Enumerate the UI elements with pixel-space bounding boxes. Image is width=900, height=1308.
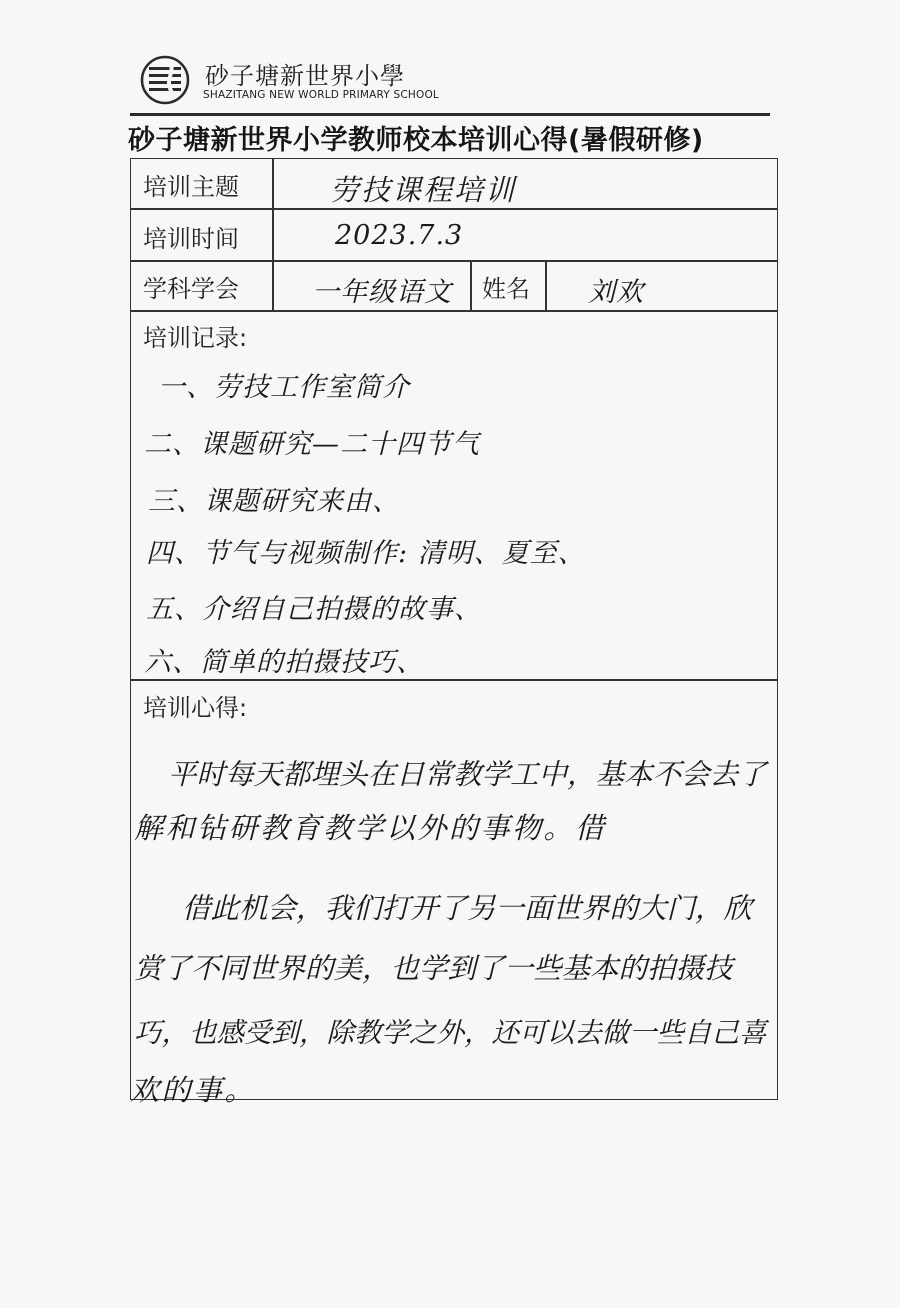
time-label: 培训时间 <box>143 225 239 253</box>
school-name-en: SHAZITANG NEW WORLD PRIMARY SCHOOL <box>203 89 439 101</box>
column-divider <box>470 260 472 310</box>
row-divider <box>130 260 778 262</box>
topic-value: 劳技课程培训 <box>330 173 517 207</box>
column-divider <box>272 158 274 310</box>
record-item: 一、劳技工作室简介 <box>158 372 410 403</box>
reflection-line: 欢的事。 <box>130 1073 257 1107</box>
reflection-line: 巧，也感受到，除教学之外，还可以去做一些自己喜 <box>134 1017 767 1049</box>
reflection-label: 培训心得: <box>143 694 248 722</box>
row-divider <box>130 679 778 681</box>
document-title: 砂子塘新世界小学教师校本培训心得(暑假研修) <box>128 125 704 156</box>
column-divider <box>545 260 547 310</box>
record-item: 六、简单的拍摄技巧、 <box>144 647 424 678</box>
reflection-line: 平时每天都埋头在日常教学工中，基本不会去了 <box>168 758 767 791</box>
reflection-line: 解和钻研教育教学以外的事物。借 <box>134 811 607 845</box>
school-logo-icon <box>140 55 190 105</box>
record-item: 四、节气与视频制作: 清明、夏至、 <box>146 538 586 569</box>
record-item: 三、课题研究来由、 <box>148 486 400 517</box>
record-label: 培训记录: <box>143 324 248 352</box>
record-item: 五、介绍自己拍摄的故事、 <box>146 594 482 625</box>
row-divider <box>130 310 778 312</box>
topic-label: 培训主题 <box>143 173 239 201</box>
name-value: 刘欢 <box>588 277 644 308</box>
record-item: 二、课题研究—二十四节气 <box>144 429 480 460</box>
subject-label: 学科学会 <box>143 275 239 303</box>
time-value: 2023.7.3 <box>335 220 464 251</box>
header-rule <box>130 113 770 116</box>
subject-value: 一年级语文 <box>312 277 452 308</box>
school-name-cn: 砂子塘新世界小學 <box>205 62 405 90</box>
reflection-line: 赏了不同世界的美，也学到了一些基本的拍摄技 <box>134 952 733 985</box>
reflection-line: 借此机会，我们打开了另一面世界的大门，欣 <box>182 892 753 925</box>
name-label: 姓名 <box>482 275 530 303</box>
